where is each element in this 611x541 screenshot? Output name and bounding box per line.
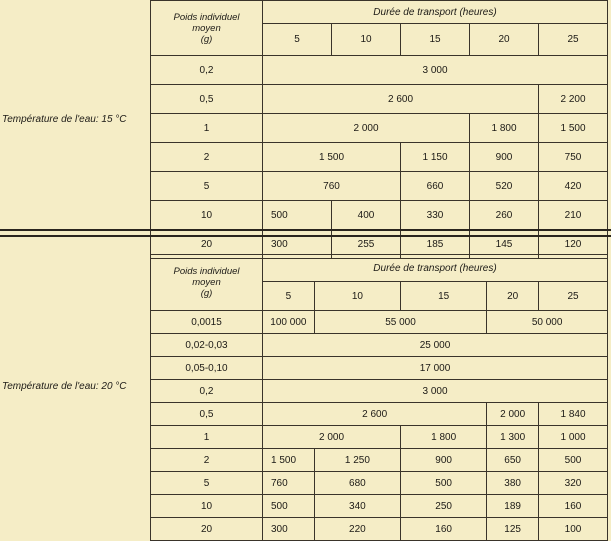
table-cell: 1 300 bbox=[487, 426, 539, 449]
hour-header: 10 bbox=[332, 24, 401, 56]
table-cell: 340 bbox=[315, 495, 401, 518]
table-cell: 120 bbox=[539, 230, 608, 259]
table-cell: 2 000 bbox=[487, 403, 539, 426]
table-cell: 125 bbox=[487, 518, 539, 541]
hour-header: 20 bbox=[470, 24, 539, 56]
table-cell: 2 600 bbox=[263, 85, 539, 114]
poids-value: 0,2 bbox=[150, 56, 263, 85]
table-cell: 1 840 bbox=[539, 403, 608, 426]
poids-header-text: moyen bbox=[192, 277, 221, 288]
transport-table-15c bbox=[150, 0, 608, 259]
table-cell: 300 bbox=[263, 230, 332, 259]
table-divider bbox=[0, 229, 611, 231]
table-cell: 210 bbox=[539, 201, 608, 230]
table-cell: 2 000 bbox=[263, 114, 470, 143]
poids-header-text: (g) bbox=[200, 33, 213, 45]
poids-header-text: moyen bbox=[192, 22, 221, 34]
hour-header: 15 bbox=[401, 282, 487, 311]
table-cell: 520 bbox=[470, 172, 539, 201]
table-cell: 680 bbox=[315, 472, 401, 495]
hour-header: 20 bbox=[487, 282, 539, 311]
poids-value: 0,05-0,10 bbox=[150, 357, 263, 380]
poids-value: 0,5 bbox=[150, 403, 263, 426]
table-cell: 100 000 bbox=[263, 311, 315, 334]
duration-header: Durée de transport (heures) bbox=[263, 255, 608, 282]
hour-header: 10 bbox=[315, 282, 401, 311]
table-divider bbox=[0, 235, 611, 237]
poids-value: 5 bbox=[150, 172, 263, 201]
table-cell: 760 bbox=[263, 472, 315, 495]
table-cell: 1 250 bbox=[315, 449, 401, 472]
table-cell: 145 bbox=[470, 230, 539, 259]
table-cell: 255 bbox=[332, 230, 401, 259]
table-cell: 500 bbox=[539, 449, 608, 472]
poids-header bbox=[150, 1, 263, 56]
hour-header: 5 bbox=[263, 24, 332, 56]
table-cell: 500 bbox=[263, 495, 315, 518]
hour-header: 25 bbox=[539, 282, 608, 311]
table-cell: 17 000 bbox=[263, 357, 608, 380]
table-cell: 2 200 bbox=[539, 85, 608, 114]
table-cell: 55 000 bbox=[315, 311, 488, 334]
table-cell: 400 bbox=[332, 201, 401, 230]
poids-header-text: (g) bbox=[200, 288, 213, 299]
poids-header-text: Poids individuel bbox=[173, 266, 240, 277]
table-cell: 250 bbox=[401, 495, 487, 518]
poids-value: 20 bbox=[150, 518, 263, 541]
hour-header: 25 bbox=[539, 24, 608, 56]
poids-value: 5 bbox=[150, 472, 263, 495]
poids-value: 10 bbox=[150, 495, 263, 518]
poids-value: 20 bbox=[150, 230, 263, 259]
duration-header: Durée de transport (heures) bbox=[263, 1, 608, 24]
table-cell: 750 bbox=[539, 143, 608, 172]
table-cell: 3 000 bbox=[263, 56, 608, 85]
poids-value: 2 bbox=[150, 449, 263, 472]
poids-value: 0,0015 bbox=[150, 311, 263, 334]
table-cell: 320 bbox=[539, 472, 608, 495]
table-cell: 1 500 bbox=[263, 143, 401, 172]
poids-value: 0,2 bbox=[150, 380, 263, 403]
table-cell: 1 500 bbox=[263, 449, 315, 472]
table-cell: 660 bbox=[401, 172, 470, 201]
table-cell: 760 bbox=[263, 172, 401, 201]
poids-value: 0,5 bbox=[150, 85, 263, 114]
temperature-label: Température de l'eau: 15 °C bbox=[2, 114, 127, 125]
table-cell: 500 bbox=[401, 472, 487, 495]
poids-value: 10 bbox=[150, 201, 263, 230]
table-cell: 160 bbox=[539, 495, 608, 518]
poids-value: 2 bbox=[150, 143, 263, 172]
hour-header: 15 bbox=[401, 24, 470, 56]
poids-header-text: Poids individuel bbox=[173, 11, 240, 23]
table-cell: 1 000 bbox=[539, 426, 608, 449]
table-cell: 420 bbox=[539, 172, 608, 201]
table-cell: 650 bbox=[487, 449, 539, 472]
table-cell: 50 000 bbox=[487, 311, 608, 334]
poids-value: 0,02-0,03 bbox=[150, 334, 263, 357]
table-cell: 330 bbox=[401, 201, 470, 230]
table-cell: 260 bbox=[470, 201, 539, 230]
table-cell: 185 bbox=[401, 230, 470, 259]
table-cell: 2 000 bbox=[263, 426, 401, 449]
table-cell: 1 800 bbox=[401, 426, 487, 449]
table-cell: 380 bbox=[487, 472, 539, 495]
transport-table-20c bbox=[150, 254, 608, 541]
table-cell: 900 bbox=[401, 449, 487, 472]
table-cell: 2 600 bbox=[263, 403, 487, 426]
table-cell: 160 bbox=[401, 518, 487, 541]
table-cell: 3 000 bbox=[263, 380, 608, 403]
poids-value: 1 bbox=[150, 114, 263, 143]
table-cell: 25 000 bbox=[263, 334, 608, 357]
hour-header: 5 bbox=[263, 282, 315, 311]
table-cell: 1 800 bbox=[470, 114, 539, 143]
table-cell: 900 bbox=[470, 143, 539, 172]
table-cell: 100 bbox=[539, 518, 608, 541]
table-cell: 1 150 bbox=[401, 143, 470, 172]
table-cell: 220 bbox=[315, 518, 401, 541]
table-cell: 300 bbox=[263, 518, 315, 541]
table-cell: 1 500 bbox=[539, 114, 608, 143]
temperature-label: Température de l'eau: 20 °C bbox=[2, 381, 127, 392]
poids-header bbox=[150, 255, 263, 311]
table-cell: 189 bbox=[487, 495, 539, 518]
table-cell: 500 bbox=[263, 201, 332, 230]
poids-value: 1 bbox=[150, 426, 263, 449]
